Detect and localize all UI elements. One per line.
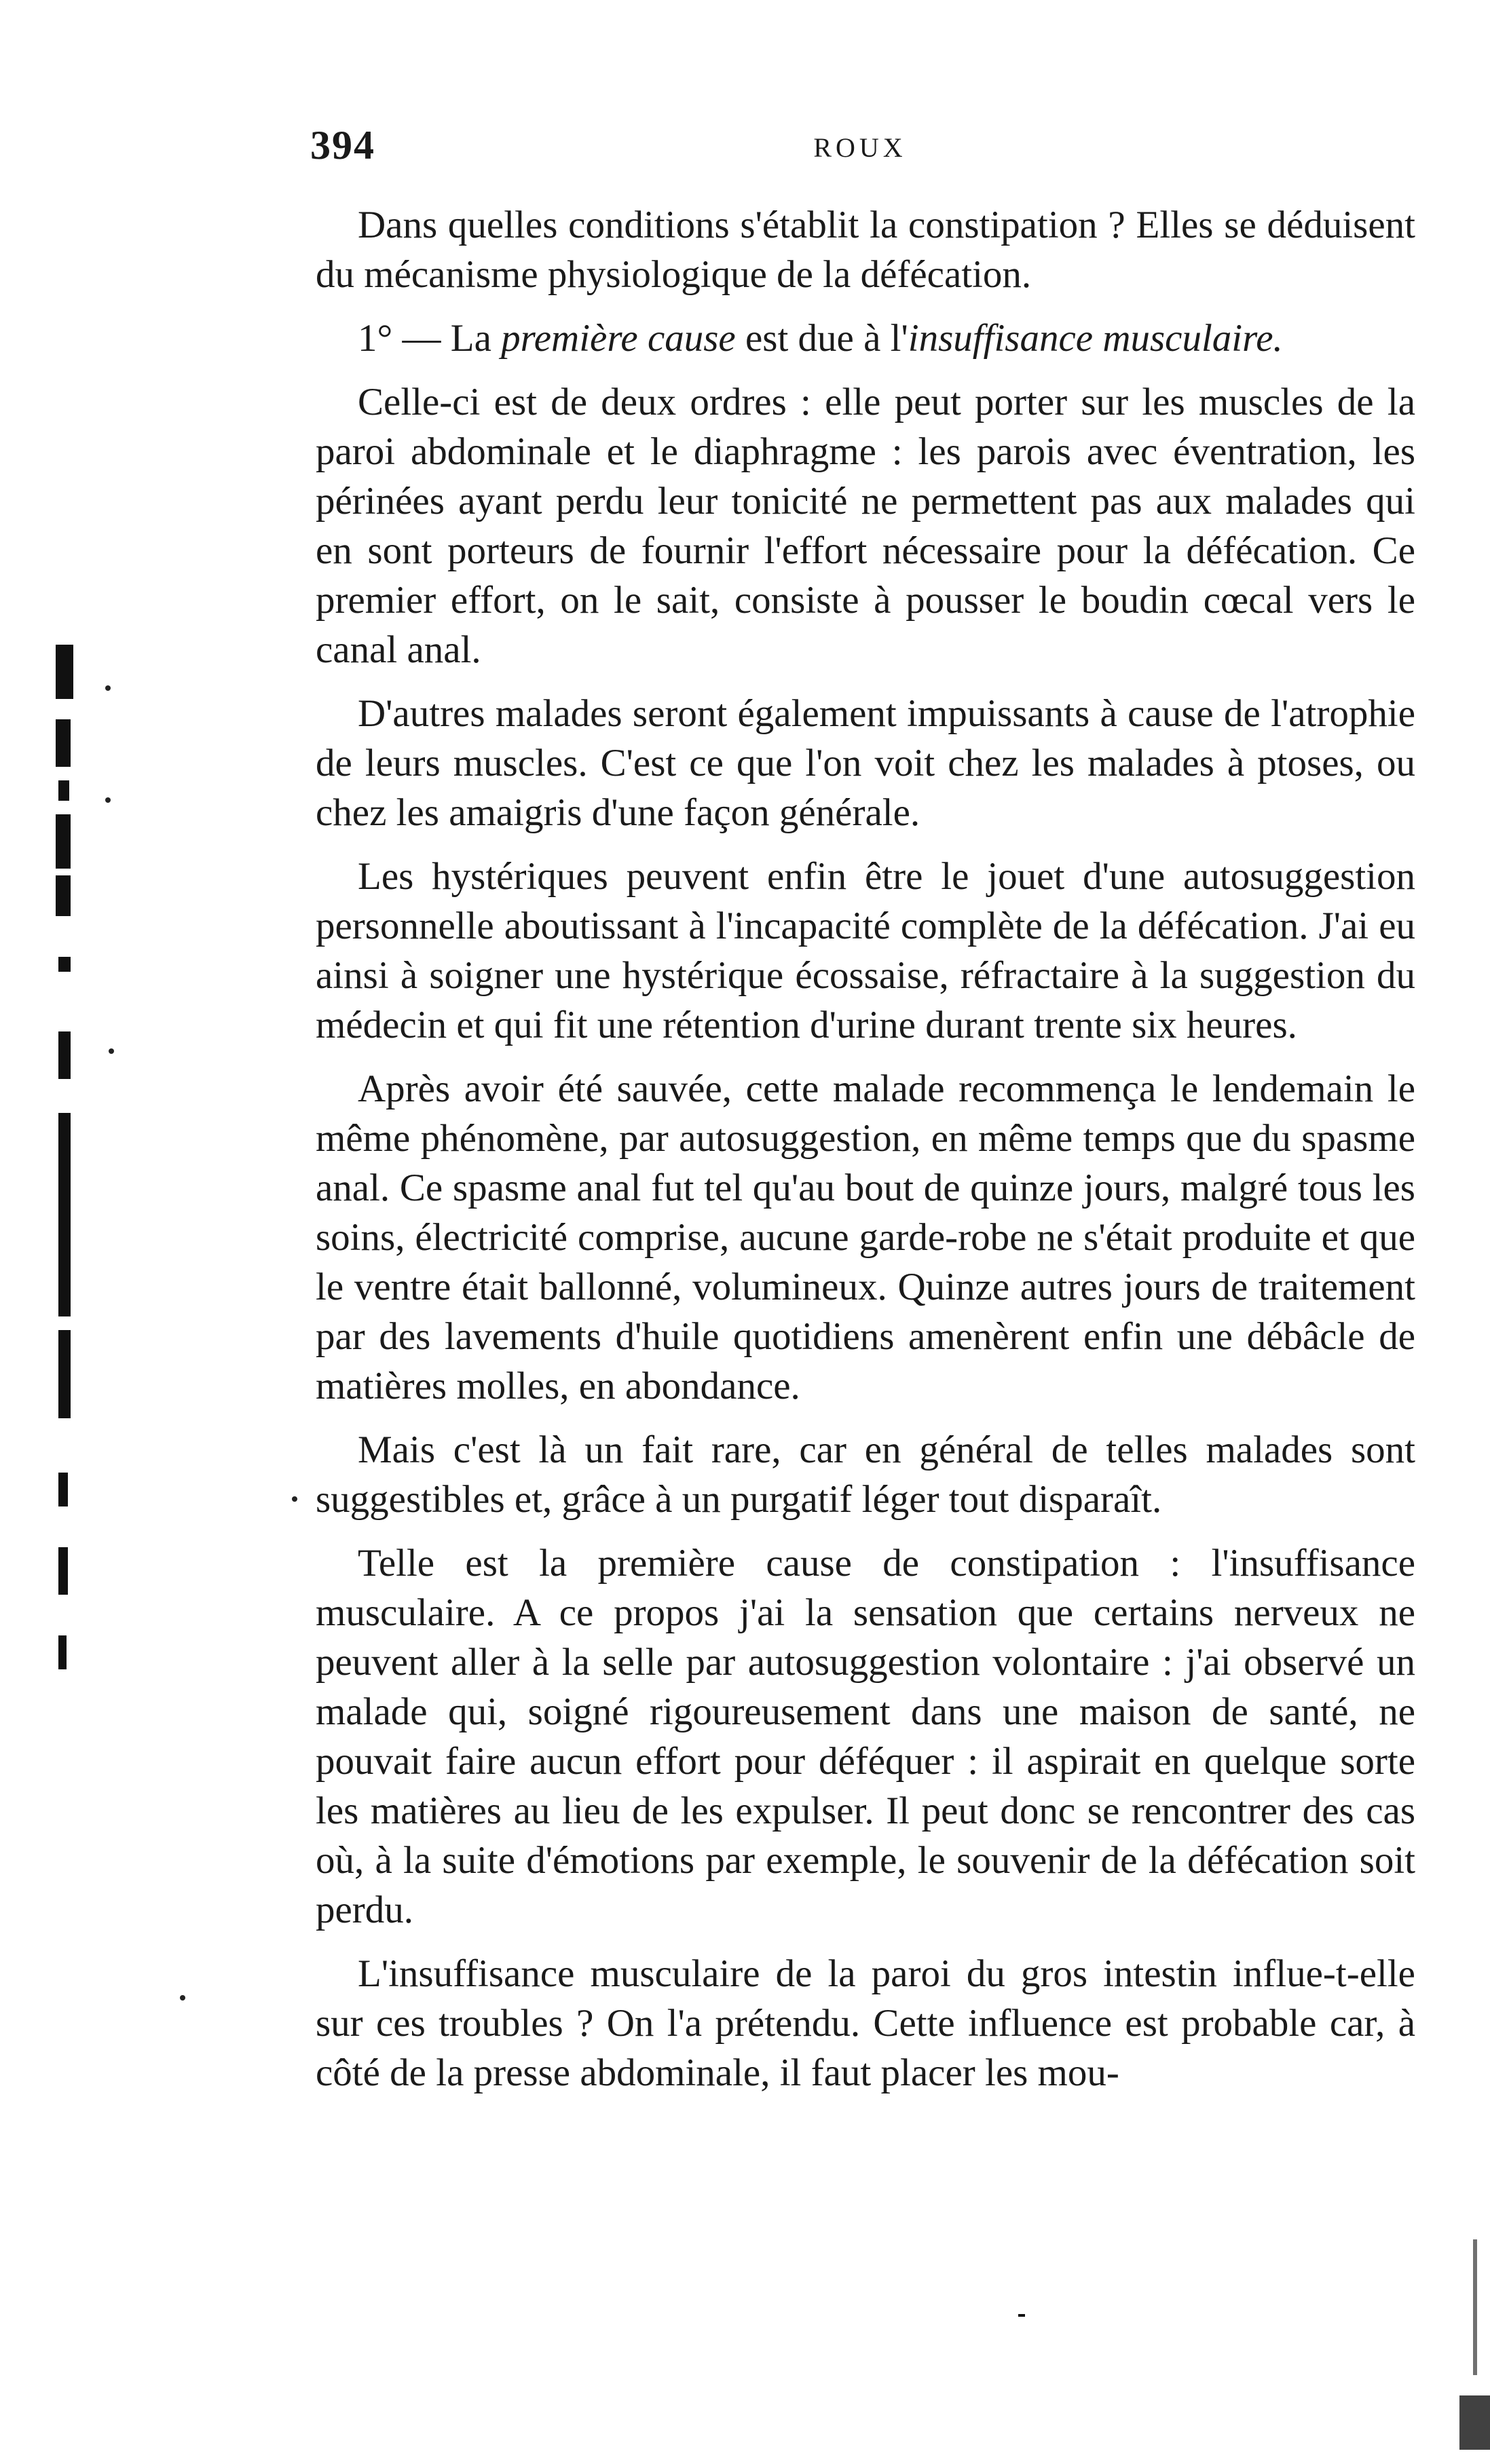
margin-mark (56, 875, 71, 916)
margin-mark (58, 1473, 68, 1506)
margin-mark (1473, 2239, 1477, 2375)
paragraph-2-middle: est due à l' (735, 317, 908, 360)
paragraph-2 (316, 314, 1415, 363)
margin-dot (105, 797, 111, 803)
margin-mark (56, 645, 73, 699)
paragraph-7: Mais c'est là un fait rare, car en général de telles malades sont suggestibles et, grâce à un purgatif léger tout disparaît. (316, 1428, 1415, 1521)
margin-mark (58, 1031, 71, 1079)
paragraph-4: D'autres malades seront également impuissants à cause de l'atrophie de leurs muscles. C'est ce que l'on voit chez les malades à ptoses, ou chez les amaigris d'une façon générale. (316, 692, 1415, 834)
margin-mark (58, 1330, 71, 1418)
margin-mark (58, 780, 69, 801)
margin-dot (180, 1995, 185, 2001)
body-text (316, 200, 1415, 2112)
paragraph-6: Après avoir été sauvée, cette malade recommença le lendemain le même phénomène, par autosuggestion, en même temps que du spasme anal. Ce spasme anal fut tel qu'au bout de quinze jours, malgré tous les soins, électricité comprise, aucune garde-robe ne s'était produite et que le ventre était ballonné, volumineux. Quinze autres jours de traitement par des lavements d'huile quotidiens amenèrent enfin une débâcle de matières molles, en abondance. (316, 1067, 1415, 1407)
margin-mark (56, 814, 71, 869)
margin-mark (1018, 2314, 1025, 2317)
page-header (310, 122, 1410, 176)
paragraph-3: Celle-ci est de deux ordres : elle peut porter sur les muscles de la paroi abdominale et le diaphragme : les parois avec éventration, les périnées ayant perdu leur tonicité ne permettent pas aux malades qui en sont porteurs de fournir l'effort nécessaire pour la défécation. Ce premier effort, on le sait, consiste à pousser le boudin cœcal vers le canal anal. (316, 381, 1415, 671)
margin-mark (1459, 2395, 1490, 2450)
page-number: 394 (310, 123, 375, 168)
emphasis-muscular-insufficiency: insuffisance musculaire. (908, 317, 1283, 360)
margin-mark (58, 957, 71, 972)
margin-dot (105, 685, 111, 691)
running-title: ROUX (813, 132, 907, 163)
margin-mark (58, 1113, 71, 1316)
paragraph-2-prefix: 1° — La (358, 317, 502, 360)
margin-dot (292, 1496, 297, 1502)
paragraph-5: Les hystériques peuvent enfin être le jouet d'une autosuggestion personnelle aboutissant à l'incapacité complète de la défécation. J'ai eu ainsi à soigner une hystérique écossaise, réfractaire à la suggestion du médecin et qui fit une rétention d'urine durant trente six heures. (316, 855, 1415, 1046)
margin-mark (58, 1635, 67, 1669)
emphasis-first-cause: première cause (501, 317, 736, 360)
paragraph-8: Telle est la première cause de constipation : l'insuffisance musculaire. A ce propos j'ai la sensation que certains nerveux ne peuvent aller à la selle par autosuggestion volontaire : j'ai observé un malade qui, soigné rigoureusement dans une maison de santé, ne pouvait faire aucun effort pour déféquer : il aspirait en quelque sorte les matières au lieu de les expulser. Il peut donc se rencontrer des cas où, à la suite d'émotions par exemple, le souvenir de la défécation soit perdu. (316, 1542, 1415, 1931)
margin-mark (58, 1547, 68, 1595)
margin-dot (109, 1048, 114, 1054)
paragraph-9: L'insuffisance musculaire de la paroi du gros intestin influe-t-elle sur ces troubles ? On l'a prétendu. Cette influence est probable car, à côté de la presse abdominale, il faut placer les mou- (316, 1952, 1415, 2094)
margin-mark (56, 719, 71, 767)
paragraph-1: Dans quelles conditions s'établit la constipation ? Elles se déduisent du mécanisme physiologique de la défécation. (316, 204, 1415, 296)
